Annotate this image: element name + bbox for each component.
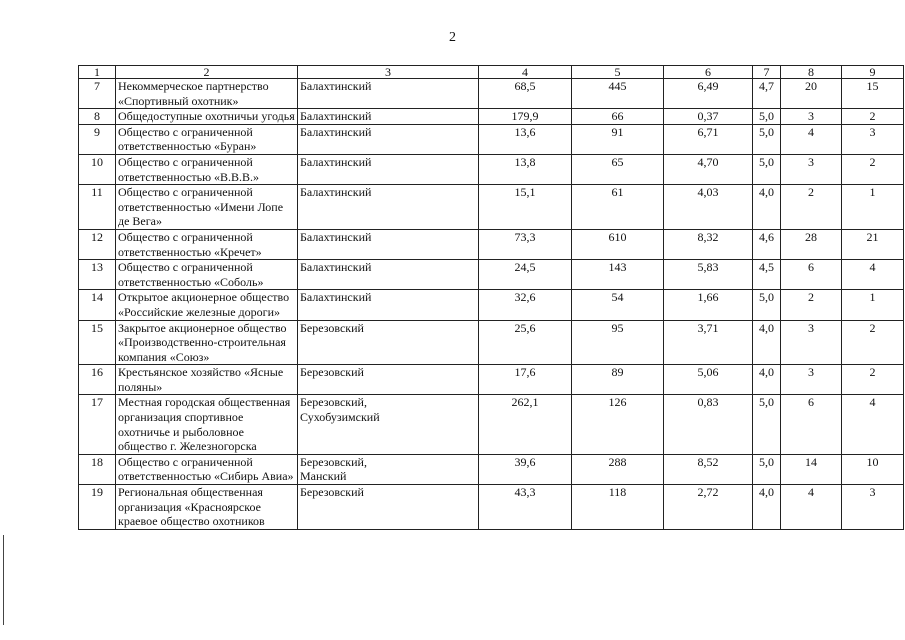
cell-quota: 3	[781, 365, 842, 395]
column-header-2: 2	[116, 66, 298, 79]
cell-quota: 28	[781, 229, 842, 259]
cell-organization-name: Общество с ограниченной ответственностью «Соболь»	[116, 260, 298, 290]
cell-row-number: 18	[79, 454, 116, 484]
cell-quota: 3	[781, 109, 842, 125]
cell-organization-name: Местная городская общественная организация спортивное охотничье и рыболовное общество г. Железногорска	[116, 395, 298, 454]
cell-row-number: 9	[79, 124, 116, 154]
cell-density: 2,72	[664, 485, 753, 530]
column-header-7: 7	[753, 66, 781, 79]
table-row	[79, 320, 904, 365]
column-header-4: 4	[479, 66, 572, 79]
table-row	[79, 79, 904, 109]
cell-row-number: 10	[79, 154, 116, 184]
cell-district: Балахтинский	[298, 79, 479, 109]
cell-organization-name: Общедоступные охотничьи угодья	[116, 109, 298, 125]
cell-count: 66	[572, 109, 664, 125]
cell-limit: 3	[842, 485, 904, 530]
column-header-3: 3	[298, 66, 479, 79]
cell-rate: 4,0	[753, 365, 781, 395]
cell-rate: 5,0	[753, 154, 781, 184]
cell-limit: 3	[842, 124, 904, 154]
table-row	[79, 124, 904, 154]
column-header-1: 1	[79, 66, 116, 79]
cell-quota: 6	[781, 395, 842, 454]
cell-area: 73,3	[479, 229, 572, 259]
cell-district: Балахтинский	[298, 290, 479, 320]
cell-quota: 3	[781, 320, 842, 365]
cell-limit: 2	[842, 109, 904, 125]
cell-density: 8,32	[664, 229, 753, 259]
cell-district: Балахтинский	[298, 124, 479, 154]
cell-area: 32,6	[479, 290, 572, 320]
cell-row-number: 16	[79, 365, 116, 395]
cell-rate: 5,0	[753, 454, 781, 484]
cell-area: 68,5	[479, 79, 572, 109]
cell-density: 3,71	[664, 320, 753, 365]
cell-count: 143	[572, 260, 664, 290]
cell-rate: 5,0	[753, 395, 781, 454]
cell-count: 54	[572, 290, 664, 320]
table-row	[79, 395, 904, 454]
cell-density: 0,83	[664, 395, 753, 454]
cell-count: 91	[572, 124, 664, 154]
column-header-9: 9	[842, 66, 904, 79]
table-row	[79, 454, 904, 484]
cell-count: 288	[572, 454, 664, 484]
cell-limit: 1	[842, 290, 904, 320]
cell-rate: 4,7	[753, 79, 781, 109]
cell-organization-name: Открытое акционерное общество «Российские железные дороги»	[116, 290, 298, 320]
cell-rate: 4,0	[753, 185, 781, 230]
cell-limit: 1	[842, 185, 904, 230]
cell-rate: 4,0	[753, 320, 781, 365]
cell-row-number: 11	[79, 185, 116, 230]
cell-count: 65	[572, 154, 664, 184]
cell-district: Балахтинский	[298, 109, 479, 125]
cell-rate: 5,0	[753, 109, 781, 125]
cell-area: 179,9	[479, 109, 572, 125]
cell-limit: 2	[842, 365, 904, 395]
table-row	[79, 290, 904, 320]
cell-density: 4,70	[664, 154, 753, 184]
cell-district: Балахтинский	[298, 154, 479, 184]
cell-density: 5,06	[664, 365, 753, 395]
cell-density: 0,37	[664, 109, 753, 125]
cell-row-number: 17	[79, 395, 116, 454]
cell-count: 61	[572, 185, 664, 230]
cell-quota: 2	[781, 290, 842, 320]
cell-district: Балахтинский	[298, 185, 479, 230]
cell-density: 5,83	[664, 260, 753, 290]
cell-count: 118	[572, 485, 664, 530]
cell-row-number: 8	[79, 109, 116, 125]
cell-count: 610	[572, 229, 664, 259]
cell-area: 24,5	[479, 260, 572, 290]
cell-limit: 4	[842, 260, 904, 290]
cell-area: 13,8	[479, 154, 572, 184]
cell-row-number: 12	[79, 229, 116, 259]
cell-organization-name: Закрытое акционерное общество «Производственно-строительная компания «Союз»	[116, 320, 298, 365]
cell-quota: 4	[781, 485, 842, 530]
table-row	[79, 109, 904, 125]
cell-limit: 21	[842, 229, 904, 259]
table-row	[79, 365, 904, 395]
cell-district: Березовский	[298, 365, 479, 395]
table-row	[79, 485, 904, 530]
cell-area: 43,3	[479, 485, 572, 530]
cell-area: 25,6	[479, 320, 572, 365]
cell-organization-name: Общество с ограниченной ответственностью «Кречет»	[116, 229, 298, 259]
table-body	[79, 79, 904, 530]
cell-limit: 4	[842, 395, 904, 454]
page-number: 2	[449, 30, 456, 45]
cell-limit: 2	[842, 320, 904, 365]
cell-quota: 3	[781, 154, 842, 184]
cell-quota: 2	[781, 185, 842, 230]
cell-organization-name: Крестьянское хозяйство «Ясные поляны»	[116, 365, 298, 395]
cell-count: 126	[572, 395, 664, 454]
cell-rate: 4,6	[753, 229, 781, 259]
cell-limit: 2	[842, 154, 904, 184]
cell-area: 262,1	[479, 395, 572, 454]
cell-organization-name: Общество с ограниченной ответственностью «Имени Лопе де Вега»	[116, 185, 298, 230]
cell-quota: 14	[781, 454, 842, 484]
cell-district: Березовский, Манский	[298, 454, 479, 484]
cell-row-number: 14	[79, 290, 116, 320]
cell-rate: 4,0	[753, 485, 781, 530]
table-row	[79, 154, 904, 184]
cell-rate: 5,0	[753, 290, 781, 320]
table-row	[79, 260, 904, 290]
scan-edge-mark	[3, 535, 4, 625]
cell-count: 445	[572, 79, 664, 109]
cell-organization-name: Некоммерческое партнерство «Спортивный охотник»	[116, 79, 298, 109]
cell-limit: 15	[842, 79, 904, 109]
cell-quota: 4	[781, 124, 842, 154]
cell-count: 89	[572, 365, 664, 395]
cell-district: Балахтинский	[298, 229, 479, 259]
cell-row-number: 15	[79, 320, 116, 365]
cell-area: 17,6	[479, 365, 572, 395]
cell-area: 13,6	[479, 124, 572, 154]
data-table	[78, 65, 904, 530]
cell-district: Березовский	[298, 320, 479, 365]
cell-density: 4,03	[664, 185, 753, 230]
column-header-5: 5	[572, 66, 664, 79]
cell-organization-name: Общество с ограниченной ответственностью «В.В.В.»	[116, 154, 298, 184]
cell-density: 1,66	[664, 290, 753, 320]
cell-limit: 10	[842, 454, 904, 484]
table-row	[79, 185, 904, 230]
table-header-row	[79, 66, 904, 79]
cell-row-number: 19	[79, 485, 116, 530]
cell-area: 15,1	[479, 185, 572, 230]
column-header-6: 6	[664, 66, 753, 79]
cell-organization-name: Общество с ограниченной ответственностью «Сибирь Авиа»	[116, 454, 298, 484]
cell-density: 6,49	[664, 79, 753, 109]
cell-area: 39,6	[479, 454, 572, 484]
cell-density: 8,52	[664, 454, 753, 484]
cell-organization-name: Общество с ограниченной ответственностью «Буран»	[116, 124, 298, 154]
cell-quota: 20	[781, 79, 842, 109]
cell-density: 6,71	[664, 124, 753, 154]
cell-rate: 4,5	[753, 260, 781, 290]
cell-district: Березовский, Сухобузимский	[298, 395, 479, 454]
cell-district: Балахтинский	[298, 260, 479, 290]
cell-district: Березовский	[298, 485, 479, 530]
cell-organization-name: Региональная общественная организация «Красноярское краевое общество охотников	[116, 485, 298, 530]
column-header-8: 8	[781, 66, 842, 79]
cell-row-number: 7	[79, 79, 116, 109]
cell-count: 95	[572, 320, 664, 365]
table-row	[79, 229, 904, 259]
cell-row-number: 13	[79, 260, 116, 290]
cell-rate: 5,0	[753, 124, 781, 154]
cell-quota: 6	[781, 260, 842, 290]
